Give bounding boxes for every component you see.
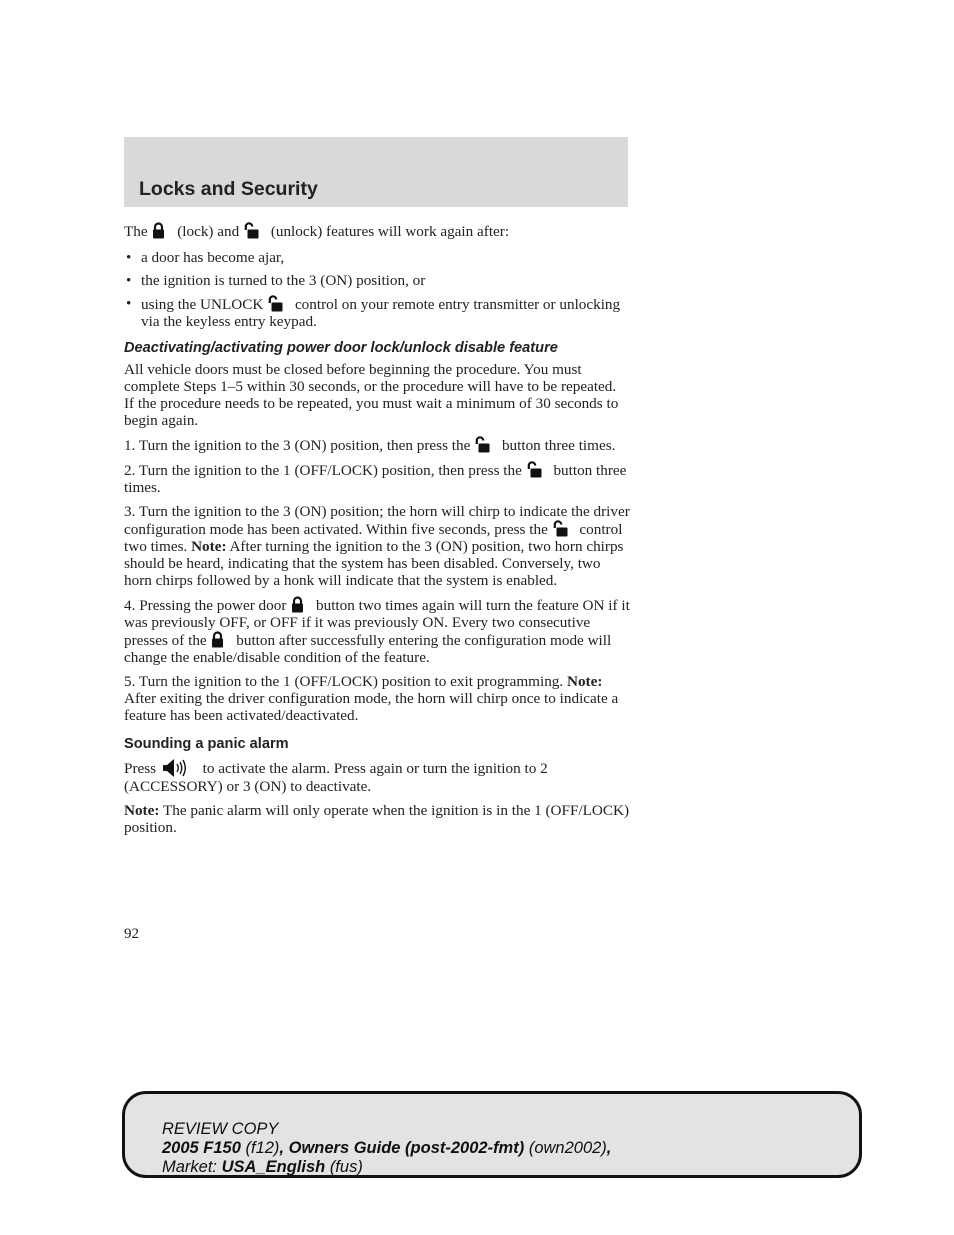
unlock-icon	[553, 520, 568, 537]
list-item-text: using the UNLOCK	[141, 296, 264, 313]
step-1	[124, 436, 630, 454]
lock-icon	[211, 631, 224, 648]
note-label: Note:	[566, 673, 603, 690]
step-4	[124, 596, 630, 666]
model-code: (f12)	[245, 1139, 280, 1157]
market-value: USA_English	[221, 1158, 326, 1176]
intro-text-1: The	[124, 223, 148, 240]
guide-code: (own2002)	[528, 1139, 607, 1157]
list-item-text: the ignition is turned to the 3 (ON) position, or	[141, 272, 426, 289]
step-text: After exiting the driver configuration mode, the horn will chirp once to indicate a feature has been activated/deactivated.	[124, 690, 619, 724]
panic-text: to activate the alarm. Press again or turn the ignition to 2 (ACCESSORY) or 3 (ON) to deactivate.	[124, 760, 548, 795]
panic-text: Press	[124, 760, 157, 777]
procedure-intro: All vehicle doors must be closed before beginning the procedure. You must complete Steps 1–5 within 30 seconds, or the procedure will have to be repeated. If the procedure needs to be repeated, you must wait a minimum of 30 seconds to begin again.	[124, 361, 619, 429]
market-line	[162, 1158, 611, 1177]
footer-text-block	[162, 1120, 611, 1177]
unlock-icon	[475, 436, 490, 453]
condition-list	[124, 249, 630, 330]
panic-horn-icon	[162, 758, 190, 778]
lock-icon	[152, 222, 165, 239]
step-text: button two times again will turn the feature ON if it was previously OFF, or OFF if it was previously ON. Every two consecutive presses of the	[124, 597, 630, 649]
step-text: 2. Turn the ignition to the 1 (OFF/LOCK) position, then press the	[124, 462, 522, 479]
step-text: 1. Turn the ignition to the 3 (ON) position, then press the	[124, 437, 471, 454]
list-item-text: a door has become ajar,	[141, 249, 285, 266]
list-item	[124, 272, 630, 289]
review-copy-footer	[122, 1091, 862, 1178]
document-info-line	[162, 1139, 611, 1158]
panic-note	[124, 802, 630, 836]
step-2	[124, 461, 630, 496]
step-text: 5. Turn the ignition to the 1 (OFF/LOCK) position to exit programming.	[124, 673, 564, 690]
main-content	[124, 222, 630, 843]
review-copy-label: REVIEW COPY	[162, 1120, 279, 1138]
step-text: control two times.	[124, 521, 623, 555]
step-5	[124, 673, 630, 724]
unlock-icon	[244, 222, 259, 239]
market-code: (fus)	[329, 1158, 363, 1176]
note-label: Note:	[124, 802, 160, 819]
step-text: button three times.	[501, 437, 616, 454]
note-label: Note:	[191, 538, 227, 555]
intro-text-2: (lock) and	[177, 223, 240, 240]
step-text: button three times.	[124, 462, 627, 496]
model-name: 2005 F150	[162, 1139, 241, 1157]
step-text: 3. Turn the ignition to the 3 (ON) position; the horn will chirp to indicate the driver configuration mode has been activated. Within five seconds, press the	[124, 503, 630, 538]
note-text: The panic alarm will only operate when the ignition is in the 1 (OFF/LOCK) position.	[124, 802, 630, 836]
list-item-text: control on your remote entry transmitter or unlocking via the keyless entry keypad.	[141, 296, 621, 330]
section-header-band	[124, 137, 628, 207]
unlock-icon	[527, 461, 542, 478]
panic-instructions	[124, 758, 630, 795]
step-3	[124, 503, 630, 589]
intro-text-3: (unlock) features will work again after:	[270, 223, 510, 240]
step-text: button after successfully entering the configuration mode will change the enable/disable condition of the feature.	[124, 632, 612, 666]
lock-icon	[291, 596, 304, 613]
separator: ,	[606, 1139, 612, 1157]
section-heading-panic-alarm: Sounding a panic alarm	[124, 736, 289, 752]
list-item	[124, 249, 630, 266]
section-title: Locks and Security	[139, 178, 318, 200]
unlock-icon	[268, 295, 283, 312]
list-item	[124, 295, 630, 330]
page-number: 92	[124, 926, 139, 942]
step-text: 4. Pressing the power door	[124, 597, 287, 614]
guide-name: , Owners Guide (post-2002-fmt)	[279, 1139, 525, 1157]
step-text: After turning the ignition to the 3 (ON) position, two horn chirps should be heard, indicating that the system has been disabled. Conversely, two horn chirps followed by a honk will indicate that the system is enabled.	[124, 538, 624, 589]
intro-paragraph	[124, 222, 630, 240]
market-label: Market:	[162, 1158, 218, 1176]
section-heading-disable-feature: Deactivating/activating power door lock/unlock disable feature	[124, 340, 558, 356]
